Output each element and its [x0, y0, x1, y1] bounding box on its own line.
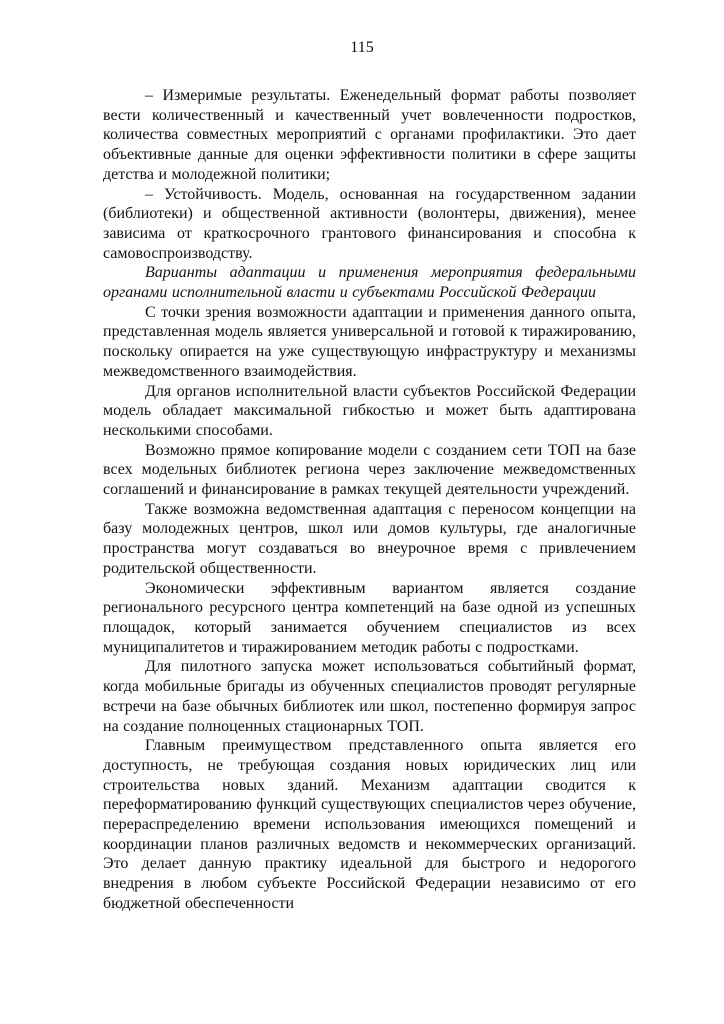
section-heading-italic: Варианты адаптации и применения мероприятия федеральными органами исполнительной власти и субъектами Российской Федерации — [103, 264, 636, 302]
body-paragraph: Экономически эффективным вариантом является создание регионального ресурсного центра компетенций на базе одной из успешных площадок, который занимается обучением специалистов из всех муниципалитетов и тиражированием методик работы с подростками. — [103, 579, 636, 656]
body-paragraph: – Измеримые результаты. Еженедельный формат работы позволяет вести количественный и качественный учет вовлеченности подростков, количества совместных мероприятий с органами профилактики. Это дает объективные данные для оценки эффективности политики в сфере защиты детства и молодежной политики; — [103, 87, 636, 183]
body-paragraph: Для пилотного запуска может использоваться событийный формат, когда мобильные бригады из обученных специалистов проводят регулярные встречи на базе обычных библиотек или школ, постепенно формируя запрос на создание полноценных стационарных ТОП. — [103, 658, 636, 735]
body-paragraph: С точки зрения возможности адаптации и применения данного опыта, представленная модель является универсальной и готовой к тиражированию, поскольку опирается на уже существующую инфраструктуру и механизмы межведомственного взаимодействия. — [103, 303, 636, 380]
body-paragraph: Также возможна ведомственная адаптация с переносом концепции на базу молодежных центров, школ или домов культуры, где аналогичные пространства могут создаваться во внеурочное время с привлечением родительской общественности. — [103, 500, 636, 577]
page-number: 115 — [350, 39, 374, 56]
body-paragraph: Возможно прямое копирование модели с созданием сети ТОП на базе всех модельных библиотек региона через заключение межведомственных соглашений и финансирование в рамках текущей деятельности учреждений. — [103, 441, 636, 499]
body-paragraph: Для органов исполнительной власти субъектов Российской Федерации модель обладает максимальной гибкостью и может быть адаптирована несколькими способами. — [103, 382, 636, 439]
body-paragraph: Главным преимуществом представленного опыта является его доступность, не требующая создания новых юридических лиц или строительства новых зданий. Механизм адаптации сводится к переформатированию функций существующих специалистов через обучение, перераспределению времени использования имеющихся помещений и координации планов различных ведомств и некоммерческих организаций. Это делает данную практику идеальной для быстрого и недорогого внедрения в любом субъекте Российской Федерации независимо от его бюджетной обеспеченности — [103, 737, 636, 912]
document-body — [103, 86, 636, 914]
body-paragraph: – Устойчивость. Модель, основанная на государственном задании (библиотеки) и общественной активности (волонтеры, движения), менее зависима от краткосрочного грантового финансирования и способна к самовоспроизводству. — [103, 185, 636, 262]
